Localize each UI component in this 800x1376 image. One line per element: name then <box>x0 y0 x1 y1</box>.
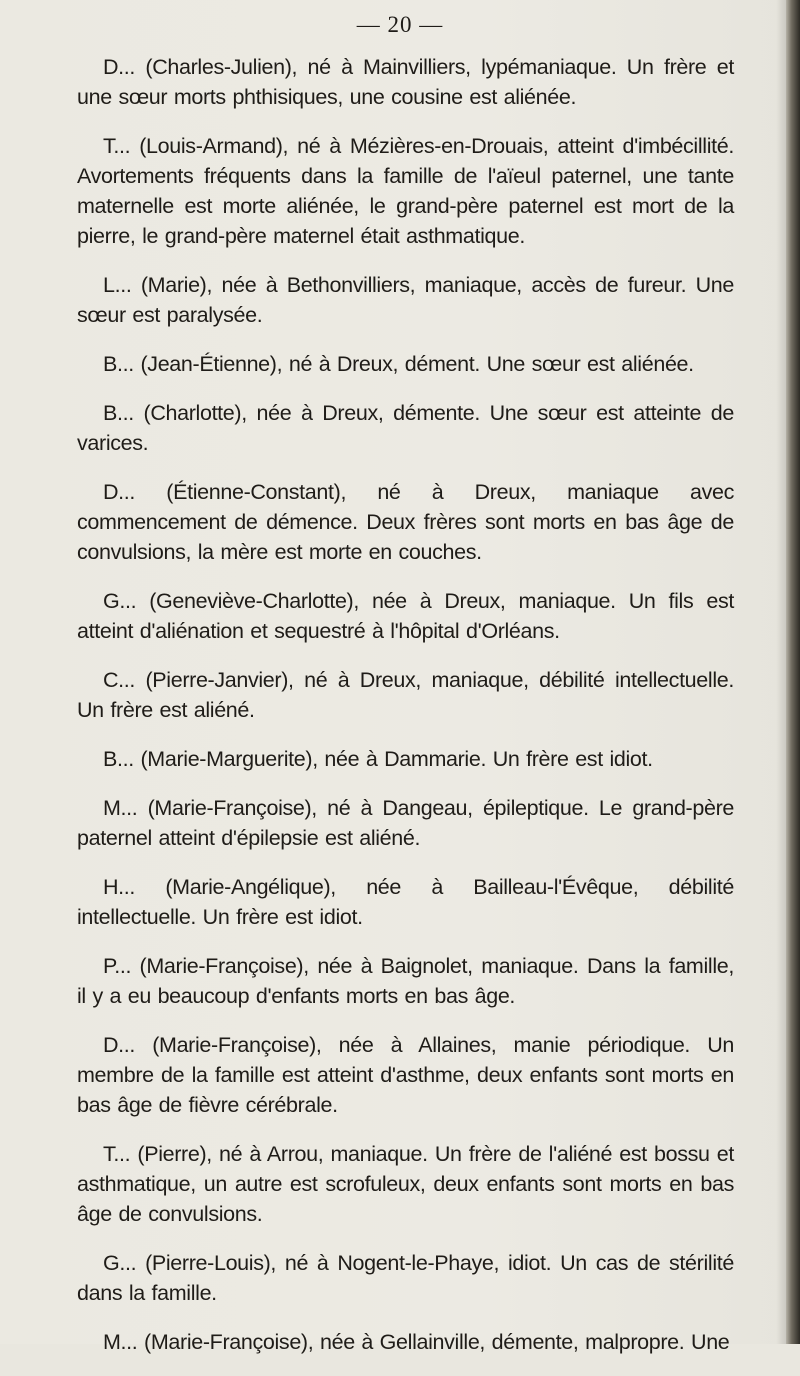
entry-paragraph: H... (Marie-Angélique), née à Bailleau-l'Évêque, débilité intellectuelle. Un frère est idiot. <box>77 875 734 929</box>
entry-paragraph: B... (Charlotte), née à Dreux, démente. Une sœur est atteinte de varices. <box>77 401 734 455</box>
entry-paragraph: C... (Pierre-Janvier), né à Dreux, maniaque, débilité intellectuelle. Un frère est aliéné. <box>77 668 734 722</box>
entry-paragraph: B... (Jean-Étienne), né à Dreux, dément. Une sœur est aliénée. <box>103 352 694 376</box>
entry-paragraph: D... (Étienne-Constant), né à Dreux, maniaque avec commencement de démence. Deux frères sont morts en bas âge de convulsions, la mère est morte en couches. <box>77 480 734 564</box>
entry-paragraph: L... (Marie), née à Bethonvilliers, maniaque, accès de fureur. Une sœur est paralysée. <box>77 273 734 327</box>
page-number: — 20 — <box>356 12 444 37</box>
entry-paragraph: B... (Marie-Marguerite), née à Dammarie. Un frère est idiot. <box>103 747 653 771</box>
page-text-body <box>77 52 734 1376</box>
entry-paragraph: T... (Pierre), né à Arrou, maniaque. Un frère de l'aliéné est bossu et asthmatique, un autre est scrofuleux, deux enfants sont morts en bas âge de convulsions. <box>77 1142 734 1226</box>
entry-paragraph: G... (Pierre-Louis), né à Nogent-le-Phaye, idiot. Un cas de stérilité dans la famille. <box>77 1251 734 1305</box>
entry-paragraph: D... (Charles-Julien), né à Mainvilliers, lypémaniaque. Un frère et une sœur morts phthisiques, une cousine est aliénée. <box>77 55 734 109</box>
entry-paragraph: D... (Marie-Françoise), née à Allaines, manie périodique. Un membre de la famille est atteint d'asthme, deux enfants sont morts en bas âge de fièvre cérébrale. <box>77 1033 734 1117</box>
binding-shadow <box>776 0 786 1344</box>
entry-paragraph: M... (Marie-Françoise), né à Dangeau, épileptique. Le grand-père paternel atteint d'épilepsie est aliéné. <box>77 796 734 850</box>
entry-paragraph: T... (Louis-Armand), né à Mézières-en-Drouais, atteint d'imbécillité. Avortements fréquents dans la famille de l'aïeul paternel, une tante maternelle est morte aliénée, le grand-père paternel est mort de la pierre, le grand-père maternel était asthmatique. <box>77 134 734 248</box>
entry-paragraph: P... (Marie-Françoise), née à Baignolet, maniaque. Dans la famille, il y a eu beaucoup d'enfants morts en bas âge. <box>77 954 734 1008</box>
entry-paragraph: G... (Geneviève-Charlotte), née à Dreux, maniaque. Un fils est atteint d'aliénation et sequestré à l'hôpital d'Orléans. <box>77 589 734 643</box>
entry-paragraph: M... (Marie-Françoise), née à Gellainville, démente, malpropre. Une <box>103 1330 730 1354</box>
book-binding-edge <box>786 0 800 1344</box>
